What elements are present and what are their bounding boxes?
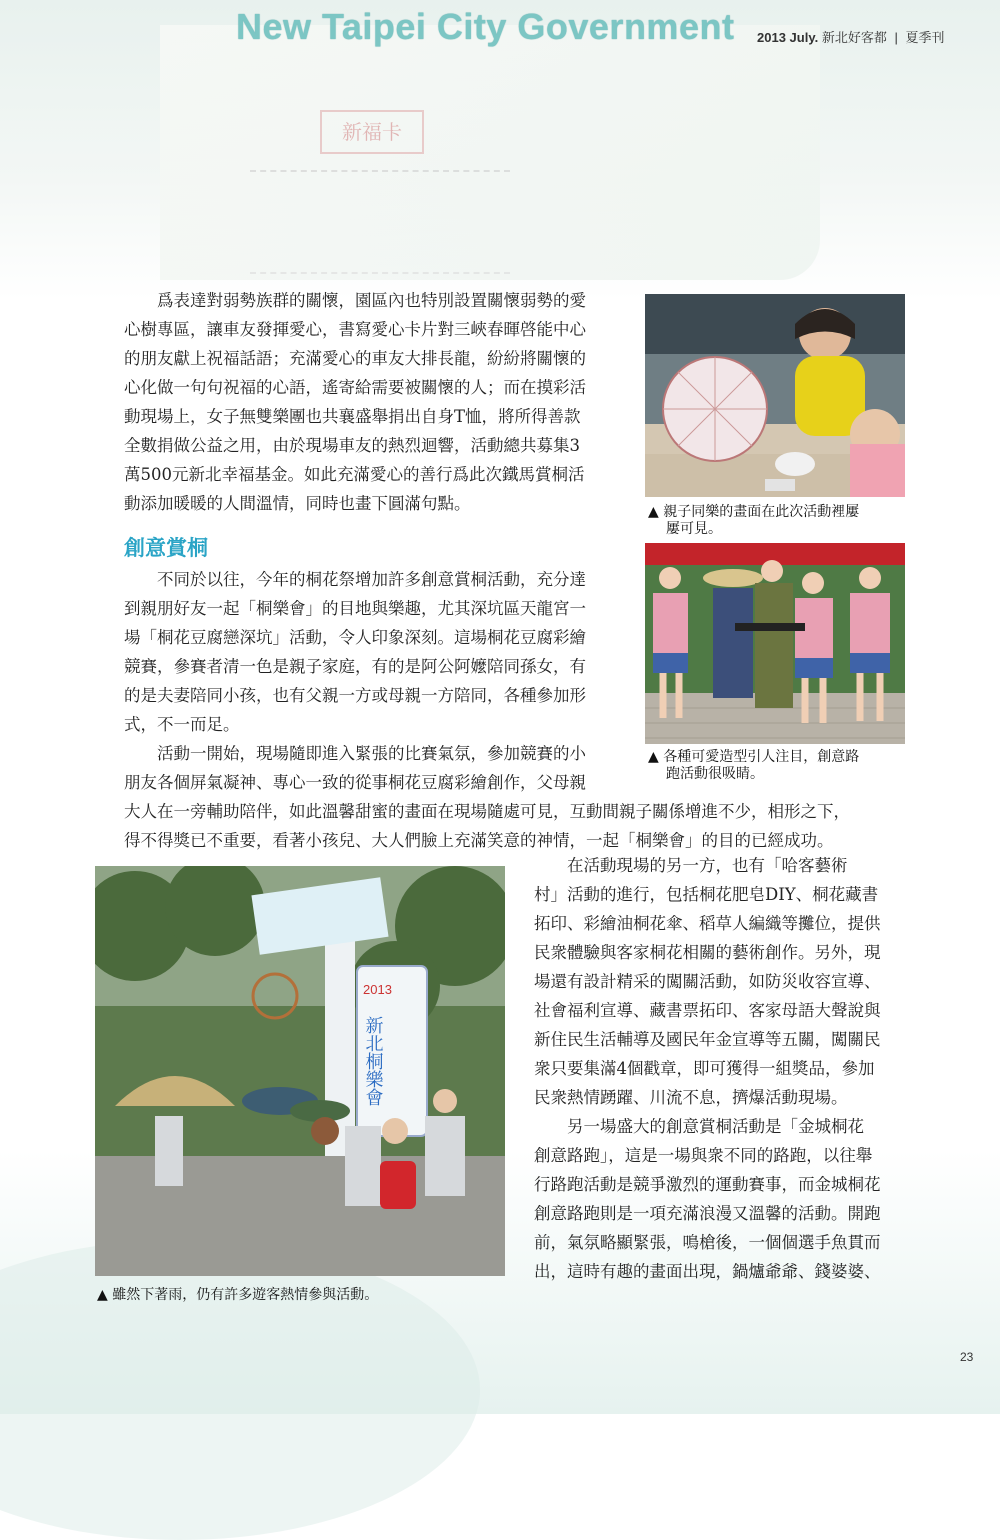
paragraph4-line: 創意路跑則是一項充滿浪漫又溫馨的活動。開跑 xyxy=(534,1204,881,1223)
paragraph1-line: 的朋友獻上祝福話語；充滿愛心的車友大排長龍，紛紛將關懷的 xyxy=(124,349,586,368)
caption-costumes-line1: ▲ 各種可愛造型引人注目，創意路 xyxy=(648,749,860,765)
paragraph1-line: 萬500元新北幸福基金。如此充滿愛心的善行爲此次鐵馬賞桐活 xyxy=(124,465,585,484)
paragraph1-line: 爲表達對弱勢族群的關懷，園區內也特別設置關懷弱勢的愛 xyxy=(124,291,586,310)
magazine-title: New Taipei City Government xyxy=(236,6,735,47)
paragraph2-line: 式，不一而足。 xyxy=(124,715,240,734)
caption-parent-child xyxy=(648,504,908,538)
background-card-label: 新福卡 xyxy=(320,110,424,154)
caption-costumes xyxy=(648,749,908,783)
photo-costumes xyxy=(645,543,905,744)
paragraph4-line: 新住民生活輔導及國民年金宣導等五關，闖關民 xyxy=(534,1030,881,1049)
paragraph1-line: 動現場上，女子無雙樂團也共襄盛舉捐出自身T恤，將所得善款 xyxy=(124,407,581,426)
caption-parent-child-line1: ▲ 親子同樂的畫面在此次活動裡屢 xyxy=(648,504,860,520)
header-separator: | xyxy=(894,30,898,45)
paragraph4-line: 社會福利宣導、藏書票拓印、客家母語大聲說與 xyxy=(534,1001,881,1020)
paragraph2-line: 的是夫妻陪同小孩，也有父親一方或母親一方陪同，各種參加形 xyxy=(124,686,586,705)
background-handwriting xyxy=(250,170,510,274)
paragraph4-line: 出，這時有趣的畫面出現，鍋爐爺爺、錢婆婆、 xyxy=(534,1262,881,1281)
issue-info xyxy=(757,27,945,46)
caption-costumes-line2: 跑活動很吸睛。 xyxy=(666,766,764,782)
page-number: 23 xyxy=(960,1350,974,1364)
paragraph-charity xyxy=(124,286,634,518)
paragraph4-line: 村」活動的進行，包括桐花肥皂DIY、桐花藏書 xyxy=(534,885,879,904)
publication-name: 新北好客都 xyxy=(821,30,887,45)
paragraph1-line: 心樹專區，讓車友發揮愛心，書寫愛心卡片對三峽春暉啓能中心 xyxy=(124,320,586,339)
caption-rain-visitors: ▲ 雖然下著雨，仍有許多遊客熱情參與活動。 xyxy=(97,1287,379,1303)
costumes-illustration xyxy=(645,543,905,744)
edition-name: 夏季刊 xyxy=(905,30,945,45)
paragraph3-line: 得不得獎已不重要，看著小孩兒、大人們臉上充滿笑意的神情，一起「桐樂會」的目的已經成功。 xyxy=(124,831,834,850)
paragraph3-line: 大人在一旁輔助陪伴，如此溫馨甜蜜的畫面在現場隨處可見，互動間親子關係增進不少，相形之下， xyxy=(124,802,850,821)
paragraph2-line: 活動一開始，現場隨即進入緊張的比賽氣氛，參加競賽的小 xyxy=(124,744,586,763)
paragraph1-line: 動添加暖暖的人間溫情，同時也畫下圓滿句點。 xyxy=(124,494,471,513)
paragraph4-line: 前，氣氛略顯緊張，鳴槍後，一個個選手魚貫而 xyxy=(534,1233,881,1252)
parent-child-illustration xyxy=(645,294,905,497)
paragraph2-line: 不同於以往，今年的桐花祭增加許多創意賞桐活動，充分達 xyxy=(124,570,586,589)
caption-parent-child-line2: 屢可見。 xyxy=(666,521,722,537)
gate-sign-text: 新北桐樂會 xyxy=(362,1016,384,1106)
paragraph4-line: 行路跑活動是競爭激烈的運動賽事，而金城桐花 xyxy=(534,1175,881,1194)
paragraph1-line: 全數捐做公益之用，由於現場車友的熱烈迴響，活動總共募集3 xyxy=(124,436,580,455)
section-title: 創意賞桐 xyxy=(124,536,208,560)
gate-sign-year: 2013 xyxy=(363,982,392,997)
photo-rain-visitors xyxy=(95,866,505,1276)
issue-date: 2013 July. xyxy=(757,30,819,45)
photo-parent-child xyxy=(645,294,905,497)
paragraph4-line: 另一場盛大的創意賞桐活動是「金城桐花 xyxy=(534,1117,864,1136)
paragraph2-line: 朋友各個屏氣凝神、專心一致的從事桐花豆腐彩繪創作，父母親 xyxy=(124,773,586,792)
paragraph4-line: 在活動現場的另一方，也有「哈客藝術 xyxy=(534,856,848,875)
paragraph1-line: 心化做一句句祝福的心語，遙寄給需要被關懷的人；而在摸彩活 xyxy=(124,378,586,397)
paragraph4-line: 衆只要集滿4個戳章，即可獲得一組獎品，參加 xyxy=(534,1059,875,1078)
paragraph-family-bonding xyxy=(124,797,904,855)
paragraph2-line: 到親朋好友一起「桐樂會」的目地與樂趣，尤其深坑區天龍宮一 xyxy=(124,599,586,618)
paragraph4-line: 民衆熱情踴躍、川流不息，擠爆活動現場。 xyxy=(534,1088,848,1107)
paragraph2-line: 場「桐花豆腐戀深坑」活動，令人印象深刻。這場桐花豆腐彩繪 xyxy=(124,628,586,647)
rain-visitors-illustration xyxy=(95,866,505,1276)
paragraph2-line: 競賽，參賽者清一色是親子家庭，有的是阿公阿嬤陪同孫女，有 xyxy=(124,657,586,676)
paragraph4-line: 創意路跑」，這是一場與衆不同的路跑，以往舉 xyxy=(534,1146,873,1165)
paragraph-hakka-art-village xyxy=(534,851,906,1286)
paragraph4-line: 民衆體驗與客家桐花相關的藝術創作。另外，現 xyxy=(534,943,881,962)
paragraph4-line: 場還有設計精采的闖關活動，如防災收容宣導、 xyxy=(534,972,881,991)
paragraph-creative-activities xyxy=(124,565,634,797)
paragraph4-line: 拓印、彩繪油桐花傘、稻草人編織等攤位，提供 xyxy=(534,914,881,933)
